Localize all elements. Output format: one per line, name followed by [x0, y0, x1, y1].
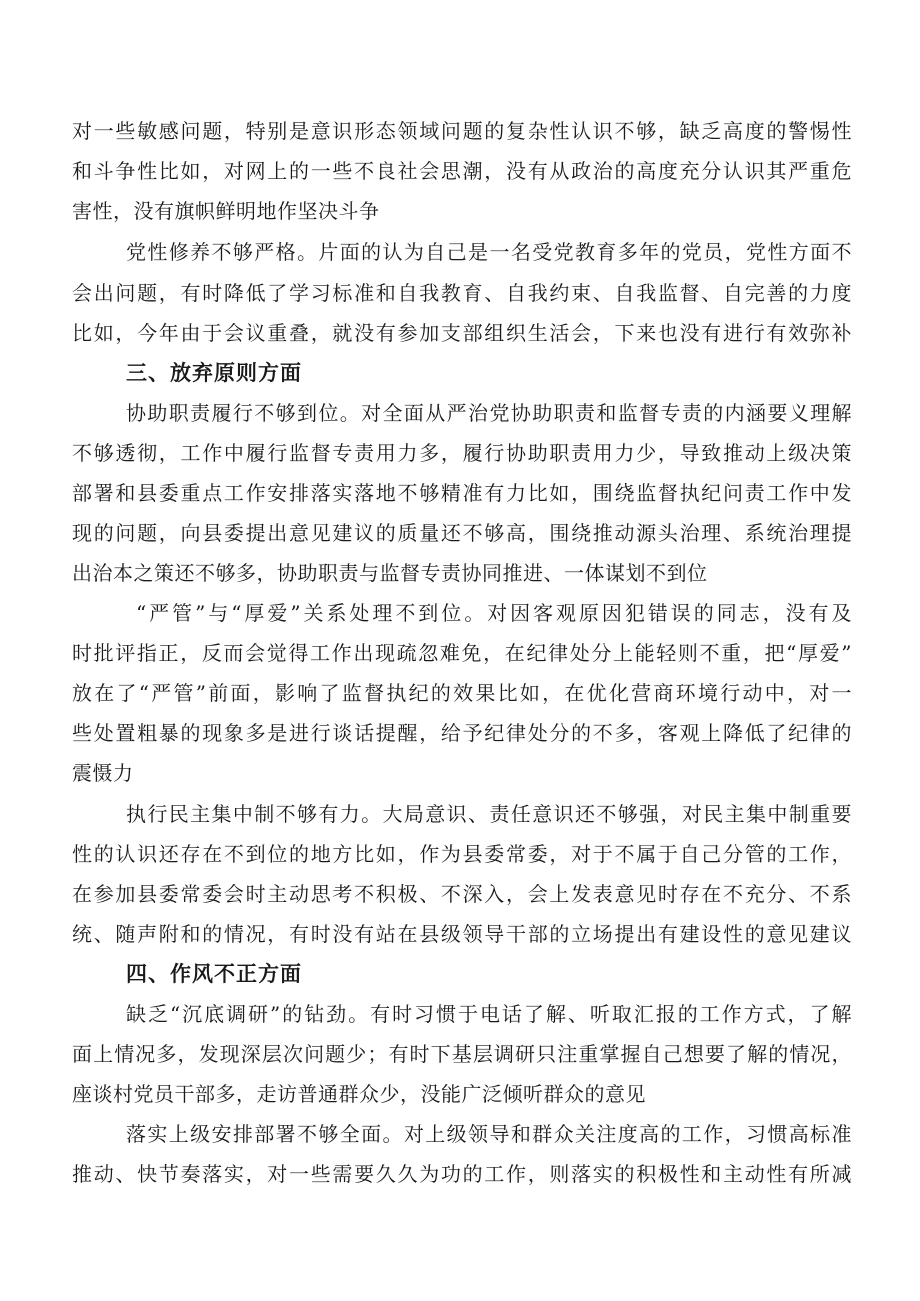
p1-line-2: 和斗争性比如，对网上的一些不良社会思潮，没有从政治的高度充分认识其严重危	[72, 159, 852, 183]
p3-line-2: 不够透彻，工作中履行监督专责用力多，履行协助职责用力少，导致推动上级决策	[72, 441, 852, 465]
p4-line-1: “严管”与“厚爱”关系处理不到位。对因客观原因犯错误的同志，没有及	[136, 601, 852, 625]
section-heading-3: 三、放弃原则方面	[126, 361, 302, 385]
p5-line-4: 统、随声附和的情况，有时没有站在县级领导干部的立场提出有建设性的意见建议	[72, 922, 852, 946]
p3-line-5: 出治本之策还不够多，协助职责与监督专责协同推进、一体谋划不到位	[72, 561, 708, 585]
p6-line-2: 面上情况多，发现深层次问题少；有时下基层调研只注重掌握自己想要了解的情况，	[72, 1042, 852, 1066]
p4-line-3: 放在了“严管”前面，影响了监督执纪的效果比如，在优化营商环境行动中，对一	[72, 681, 852, 705]
p5-line-1: 执行民主集中制不够有力。大局意识、责任意识还不够强，对民主集中制重要	[126, 802, 852, 826]
section-heading-4: 四、作风不正方面	[126, 962, 302, 986]
p5-line-3: 在参加县委常委会时主动思考不积极、不深入，会上发表意见时存在不充分、不系	[72, 882, 852, 906]
p3-line-1: 协助职责履行不够到位。对全面从严治党协助职责和监督专责的内涵要义理解	[126, 401, 852, 425]
p2-line-3: 比如，今年由于会议重叠，就没有参加支部组织生活会，下来也没有进行有效弥补	[72, 321, 852, 345]
p6-line-1: 缺乏“沉底调研”的钻劲。有时习惯于电话了解、听取汇报的工作方式，了解	[126, 1002, 852, 1026]
p7-line-1: 落实上级安排部署不够全面。对上级领导和群众关注度高的工作，习惯高标准	[126, 1122, 852, 1146]
p2-line-2: 会出问题，有时降低了学习标准和自我教育、自我约束、自我监督、自完善的力度	[72, 281, 852, 305]
p1-line-1: 对一些敏感问题，特别是意识形态领域问题的复杂性认识不够，缺乏高度的警惕性	[72, 119, 852, 143]
p5-line-2: 性的认识还存在不到位的地方比如，作为县委常委，对于不属于自己分管的工作，	[72, 842, 852, 866]
p4-line-5: 震慑力	[72, 761, 134, 785]
p4-line-4: 些处置粗暴的现象多是进行谈话提醒，给予纪律处分的不多，客观上降低了纪律的	[72, 721, 852, 745]
p3-line-4: 现的问题，向县委提出意见建议的质量还不够高，围绕推动源头治理、系统治理提	[72, 521, 852, 545]
p4-line-2: 时批评指正，反而会觉得工作出现疏忽难免，在纪律处分上能轻则不重，把“厚爱”	[72, 641, 852, 665]
p7-line-2: 推动、快节奏落实，对一些需要久久为功的工作，则落实的积极性和主动性有所减	[72, 1162, 852, 1186]
p6-line-3: 座谈村党员干部多，走访普通群众少，没能广泛倾听群众的意见	[72, 1082, 646, 1106]
p3-line-3: 部署和县委重点工作安排落实落地不够精准有力比如，围绕监督执纪问责工作中发	[72, 481, 852, 505]
p2-line-1: 党性修养不够严格。片面的认为自己是一名受党教育多年的党员，党性方面不	[126, 240, 852, 264]
p1-line-3: 害性，没有旗帜鲜明地作坚决斗争	[72, 199, 380, 223]
